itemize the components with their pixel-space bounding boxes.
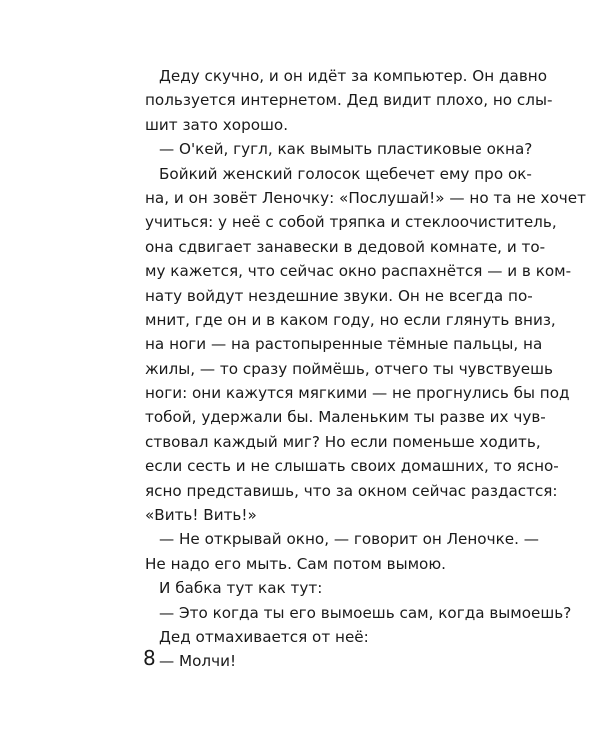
text-line: — О'кей, гугл, как вымыть пластиковые окна? <box>159 140 533 159</box>
text-line: пользуется интернетом. Дед видит плохо, но слы- <box>145 91 553 110</box>
text-line: Не надо его мыть. Сам потом вымою. <box>145 554 446 573</box>
text-line: Деду скучно, и он идёт за компьютер. Он давно <box>159 67 548 85</box>
text-line: если сесть и не слышать своих домашних, то ясно- <box>145 457 559 476</box>
text-line: Бойкий женский голосок щебечет ему про ок- <box>159 164 532 183</box>
text-line: — Не открывай окно, — говорит он Леночке. — <box>159 530 539 549</box>
text-line: мнит, где он и в каком году, но если глянуть вниз, <box>145 310 556 329</box>
text-line: И бабка тут как тут: <box>159 579 323 598</box>
text-line: — Молчи! <box>159 652 237 671</box>
text-line: на, и он зовёт Леночку: «Послушай!» — но та не хочет <box>145 188 586 207</box>
text-line: ствовал каждый миг? Но если поменьше ходить, <box>145 432 541 451</box>
text-line: на ноги — на растопыренные тёмные пальцы, на <box>145 335 543 354</box>
text-line: «Вить! Вить!» <box>145 506 257 525</box>
text-line: ясно представишь, что за окном сейчас раздастся: <box>145 481 558 500</box>
text-line: жилы, — то сразу поймёшь, отчего ты чувствуешь <box>145 359 553 378</box>
text-line: му кажется, что сейчас окно распахнётся — и в ком- <box>145 262 572 281</box>
text-line: учиться: у неё с собой тряпка и стеклоочиститель, <box>145 213 557 232</box>
body-text <box>145 64 586 674</box>
text-line: шит зато хорошо. <box>145 115 289 134</box>
text-line: ноги: они кажутся мягкими — не прогнулись бы под <box>145 384 570 403</box>
page-number: 8 <box>143 646 156 670</box>
text-line: — Это когда ты его вымоешь сам, когда вымоешь? <box>159 603 572 622</box>
text-line: нату войдут нездешние звуки. Он не всегда по- <box>145 286 533 305</box>
text-line: Дед отмахивается от неё: <box>159 627 369 646</box>
text-line: она сдвигает занавески в дедовой комнате, и то- <box>145 237 546 256</box>
text-line: тобой, удержали бы. Маленьким ты разве их чув- <box>145 408 546 427</box>
